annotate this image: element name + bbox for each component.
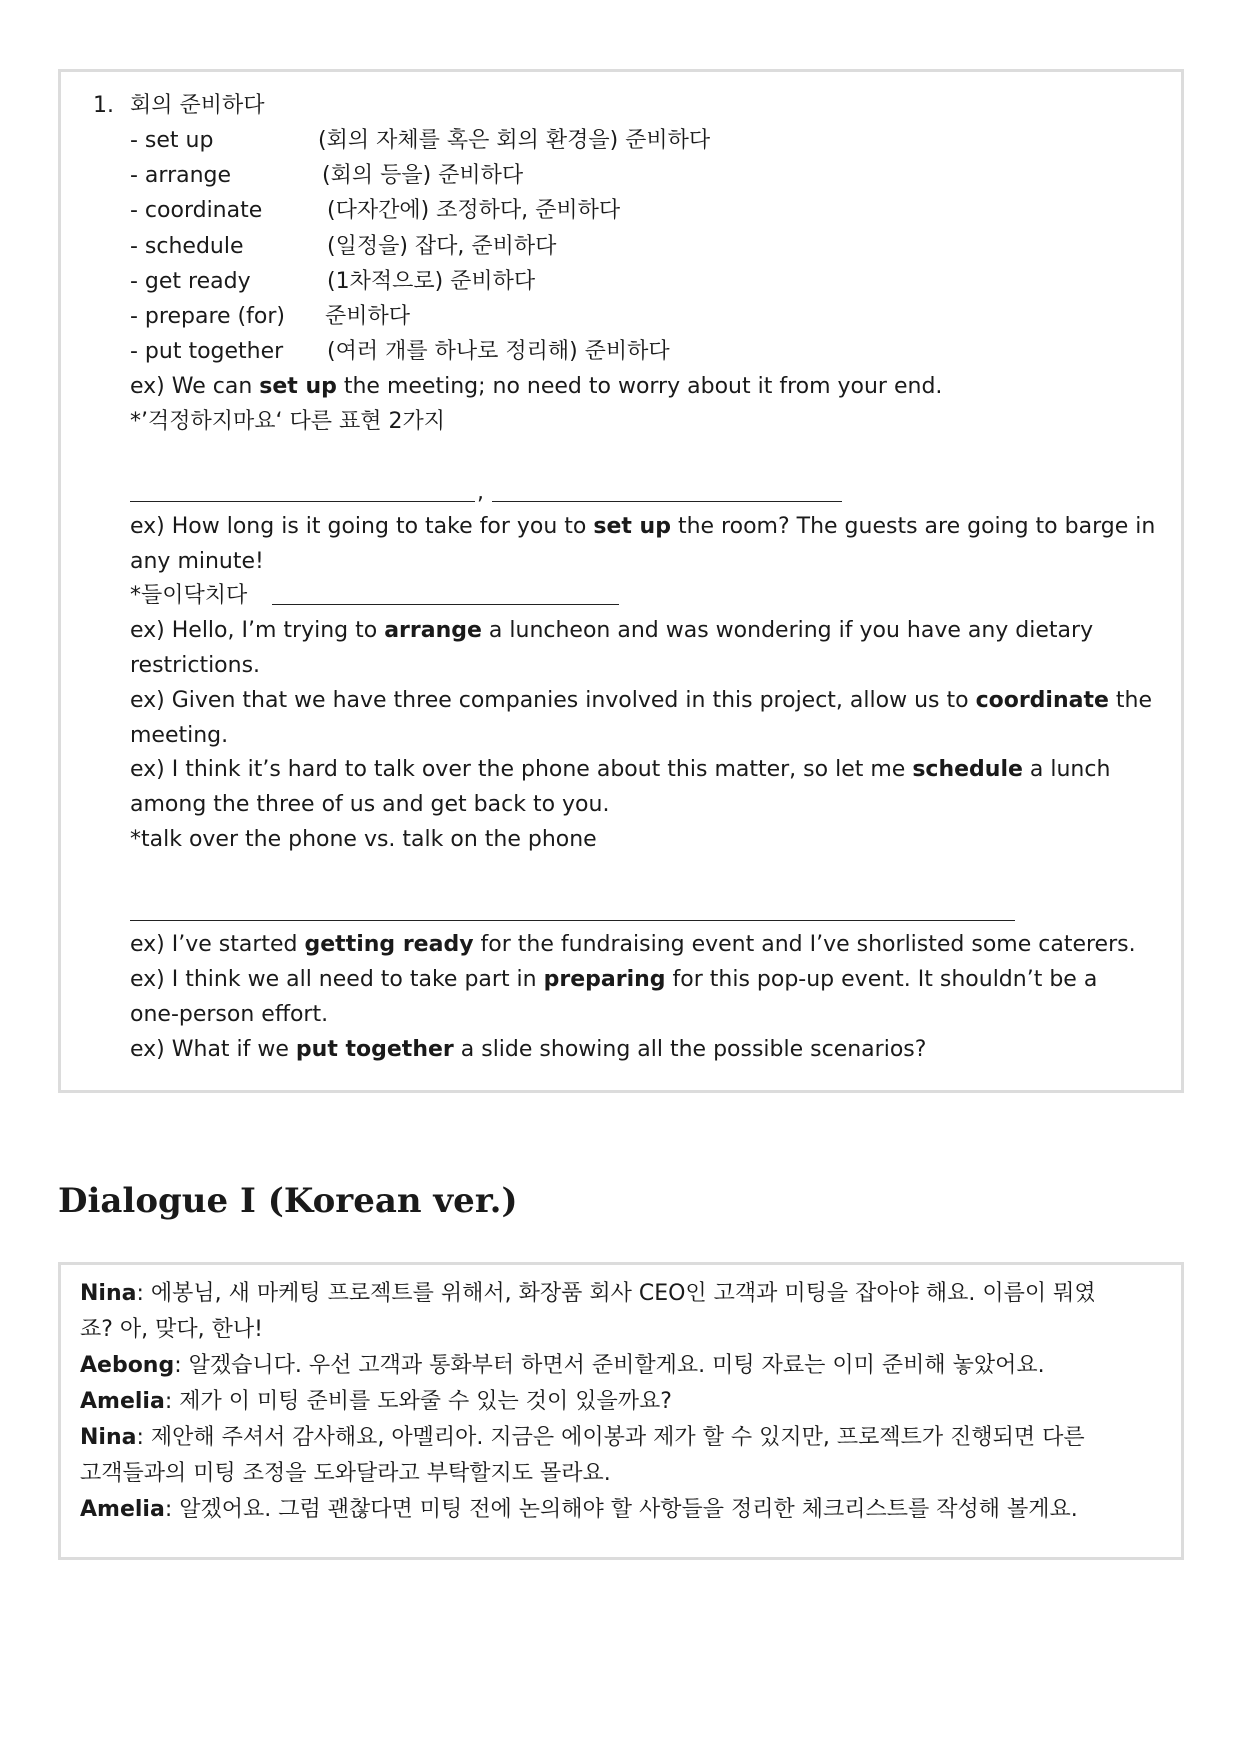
keyword: preparing xyxy=(543,967,666,992)
example-sentence: ex) I think we all need to take part in preparing for this pop-up event. It shouldn’t be a xyxy=(130,967,1098,992)
example-continuation: restrictions. xyxy=(130,653,261,678)
speaker-name: Aebong xyxy=(80,1353,175,1378)
speaker-name: Nina xyxy=(80,1425,137,1450)
speaker-name: Nina xyxy=(80,1281,137,1306)
term-arrange: - arrange xyxy=(130,163,232,188)
keyword: coordinate xyxy=(975,688,1109,713)
example-continuation: any minute! xyxy=(130,549,264,574)
term-set-up: - set up xyxy=(130,128,214,153)
dialogue-line: Amelia: 알겠어요. 그럼 괜찮다면 미팅 전에 논의해야 할 사항들을 정리한 체크리스트를 작성해 볼게요. xyxy=(80,1497,1078,1522)
note-text: *’걱정하지마요‘ 다른 표현 2가지 xyxy=(130,409,445,434)
gloss-coordinate: (다자간에) 조정하다, 준비하다 xyxy=(327,198,621,223)
example-sentence: ex) I’ve started getting ready for the fundraising event and I’ve shorlisted some caterers. xyxy=(130,932,1136,957)
gloss-put-together: (여러 개를 하나로 정리해) 준비하다 xyxy=(327,339,670,364)
keyword: set up xyxy=(593,514,671,539)
dialogue-continuation: 고객들과의 미팅 조정을 도와달라고 부탁할지도 몰라요. xyxy=(80,1461,611,1486)
answer-blank xyxy=(130,920,1015,921)
example-sentence: ex) What if we put together a slide showing all the possible scenarios? xyxy=(130,1037,927,1062)
speaker-name: Amelia xyxy=(80,1389,165,1414)
gloss-arrange: (회의 등을) 준비하다 xyxy=(322,163,524,188)
gloss-get-ready: (1차적으로) 준비하다 xyxy=(327,269,536,294)
example-sentence: ex) Given that we have three companies involved in this project, allow us to coordinate the xyxy=(130,688,1153,713)
keyword: arrange xyxy=(384,618,482,643)
note-text: *talk over the phone vs. talk on the phone xyxy=(130,827,597,852)
answer-blank xyxy=(272,604,619,605)
gloss-set-up: (회의 자체를 혹은 회의 환경을) 준비하다 xyxy=(318,128,711,153)
note-text: *들이닥치다 xyxy=(130,583,248,608)
keyword: set up xyxy=(259,374,337,399)
keyword: put together xyxy=(295,1037,454,1062)
dialogue-line: Amelia: 제가 이 미팅 준비를 도와줄 수 있는 것이 있을까요? xyxy=(80,1389,672,1414)
term-coordinate: - coordinate xyxy=(130,198,263,223)
speaker-name: Amelia xyxy=(80,1497,165,1522)
dialogue-line: Nina: 제안해 주셔서 감사해요, 아멜리아. 지금은 에이봉과 제가 할 수 있지만, 프로젝트가 진행되면 다른 xyxy=(80,1425,1085,1450)
section-title: 회의 준비하다 xyxy=(130,93,265,118)
dialogue-heading: Dialogue I (Korean ver.) xyxy=(58,1181,518,1221)
keyword: schedule xyxy=(912,757,1023,782)
gloss-prepare: 준비하다 xyxy=(325,304,411,329)
example-continuation: meeting. xyxy=(130,723,229,748)
gloss-schedule: (일정을) 잡다, 준비하다 xyxy=(327,234,557,259)
section-number: 1. xyxy=(93,93,114,118)
dialogue-line: Aebong: 알겠습니다. 우선 고객과 통화부터 하면서 준비할게요. 미팅 자료는 이미 준비해 놓았어요. xyxy=(80,1353,1045,1378)
answer-blank xyxy=(492,501,842,502)
example-sentence: ex) We can set up the meeting; no need to worry about it from your end. xyxy=(130,374,943,399)
example-continuation: one-person effort. xyxy=(130,1002,329,1027)
dialogue-continuation: 죠? 아, 맞다, 한나! xyxy=(80,1317,263,1342)
keyword: getting ready xyxy=(304,932,474,957)
term-get-ready: - get ready xyxy=(130,269,251,294)
example-sentence: ex) I think it’s hard to talk over the phone about this matter, so let me schedule a lunch xyxy=(130,757,1111,782)
dialogue-line: Nina: 에봉님, 새 마케팅 프로젝트를 위해서, 화장품 회사 CEO인 고객과 미팅을 잡아야 해요. 이름이 뭐였 xyxy=(80,1281,1096,1306)
example-sentence: ex) How long is it going to take for you to set up the room? The guests are going to barge in xyxy=(130,514,1156,539)
term-prepare: - prepare (for) xyxy=(130,304,285,329)
term-schedule: - schedule xyxy=(130,234,244,259)
blank-separator: , xyxy=(477,480,484,505)
term-put-together: - put together xyxy=(130,339,284,364)
example-continuation: among the three of us and get back to you. xyxy=(130,792,610,817)
example-sentence: ex) Hello, I’m trying to arrange a luncheon and was wondering if you have any dietary xyxy=(130,618,1094,643)
answer-blank xyxy=(130,501,475,502)
